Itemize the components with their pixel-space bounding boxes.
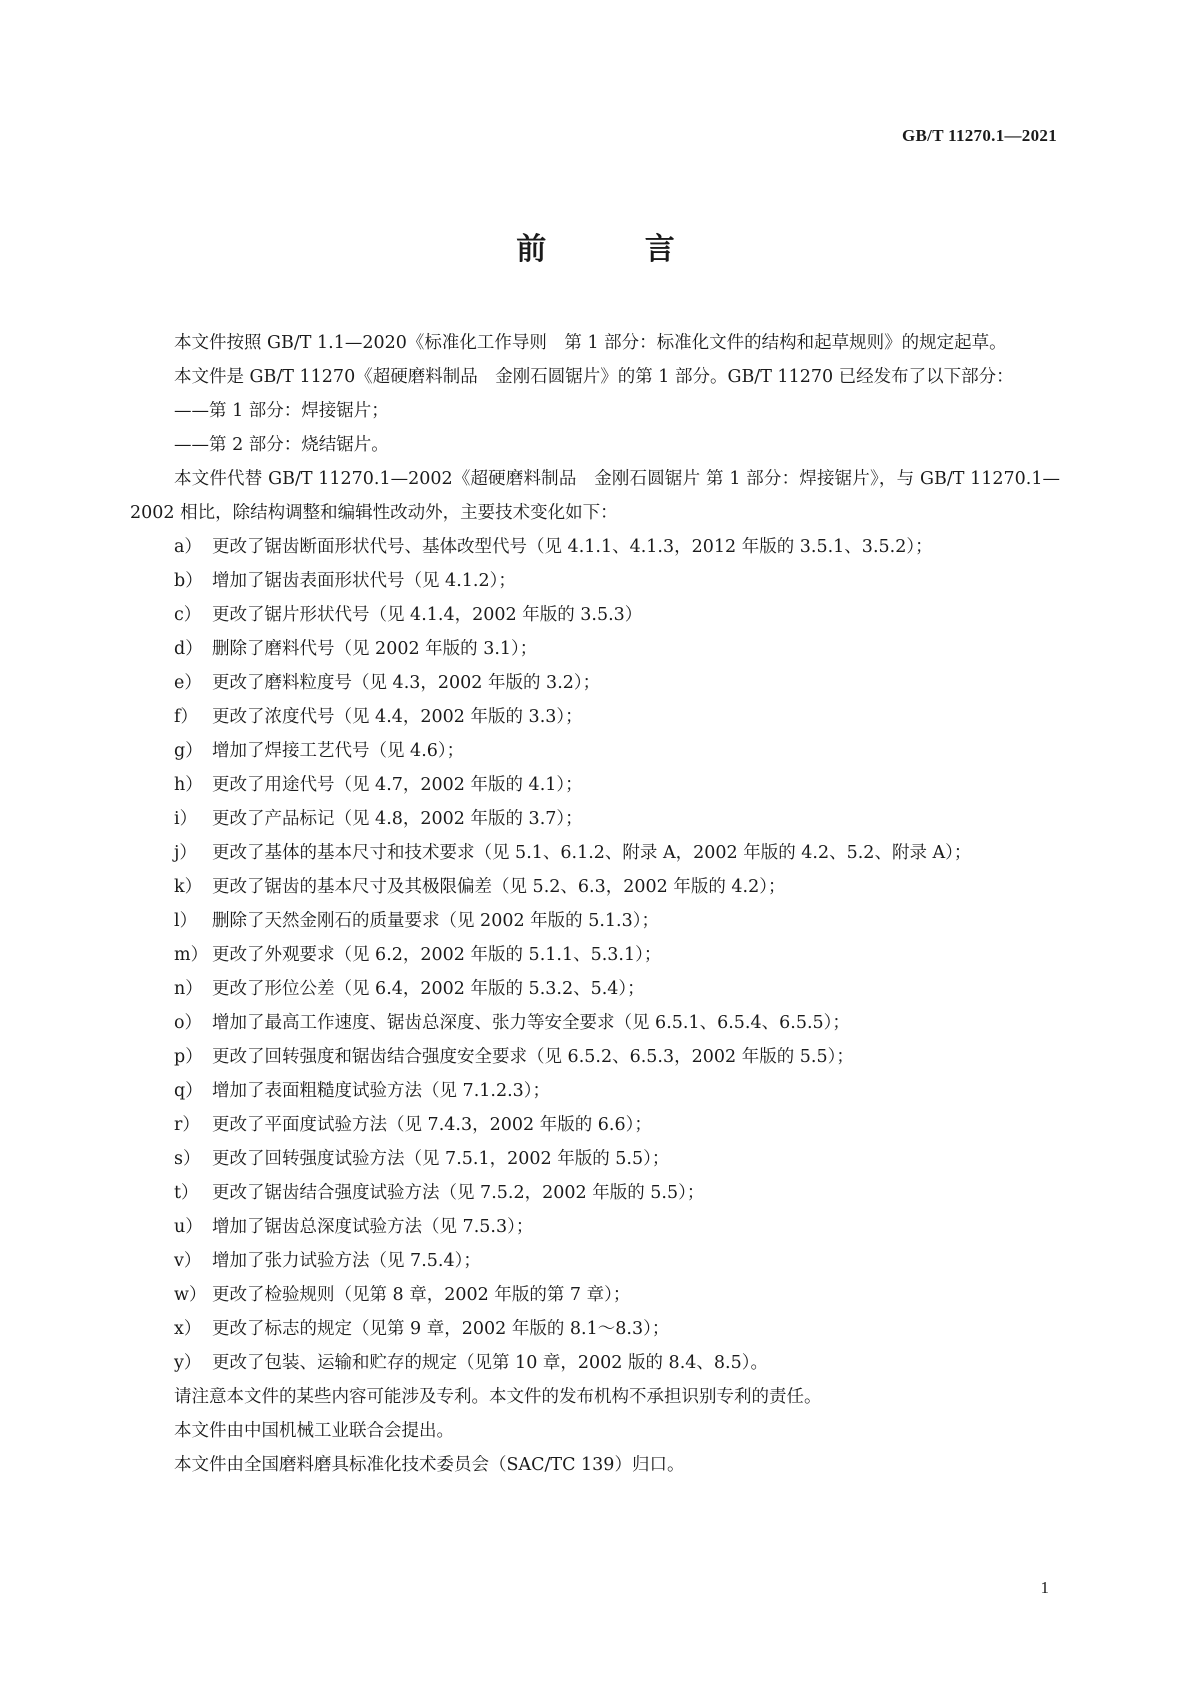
change-item-marker: p）	[174, 1047, 203, 1067]
change-item-text: 增加了最高工作速度、锯齿总深度、张力等安全要求（见 6.5.1、6.5.4、6.5.5）；	[212, 1013, 850, 1033]
change-item-marker: g）	[174, 741, 203, 761]
change-item-marker: f）	[174, 707, 198, 727]
change-item-marker: n）	[174, 979, 203, 999]
change-item	[130, 564, 1060, 598]
change-item	[130, 700, 1060, 734]
change-item	[130, 870, 1060, 904]
change-item-text: 更改了外观要求（见 6.2，2002 年版的 5.1.1、5.3.1）；	[212, 945, 662, 965]
change-item-marker: h）	[174, 775, 203, 795]
change-item-text: 更改了包装、运输和贮存的规定（见第 10 章，2002 版的 8.4、8.5）。	[212, 1353, 768, 1373]
change-item	[130, 1312, 1060, 1346]
change-item	[130, 768, 1060, 802]
part-item: ——第 2 部分：烧结锯片。	[174, 435, 389, 455]
change-item-text: 增加了锯齿表面形状代号（见 4.1.2）；	[212, 571, 516, 591]
change-item-marker: t）	[174, 1183, 199, 1203]
change-item	[130, 598, 1060, 632]
change-item-text: 更改了回转强度和锯齿结合强度安全要求（见 6.5.2、6.5.3，2002 年版的 5.5）；	[212, 1047, 854, 1067]
change-item-marker: o）	[174, 1013, 203, 1033]
change-item	[130, 734, 1060, 768]
change-item-text: 更改了锯齿的基本尺寸及其极限偏差（见 5.2、6.3，2002 年版的 4.2）；	[212, 877, 786, 897]
change-item-marker: y）	[174, 1353, 202, 1373]
change-item-text: 更改了基体的基本尺寸和技术要求（见 5.1、6.1.2、附录 A，2002 年版的 4.2、5.2、附录 A）；	[212, 843, 972, 863]
change-item-text: 更改了用途代号（见 4.7，2002 年版的 4.1）；	[212, 775, 583, 795]
paragraph-proposer: 本文件由中国机械工业联合会提出。	[174, 1421, 454, 1441]
change-item-marker: r）	[174, 1115, 200, 1135]
change-item-text: 更改了磨料粒度号（见 4.3，2002 年版的 3.2）；	[212, 673, 601, 693]
paragraph-drafting-rules: 本文件按照 GB/T 1.1—2020《标准化工作导则 第 1 部分：标准化文件的结构和起草规则》的规定起草。	[174, 333, 1007, 353]
change-item-marker: v）	[174, 1251, 202, 1271]
change-item	[130, 972, 1060, 1006]
change-item	[130, 904, 1060, 938]
change-item-text: 更改了检验规则（见第 8 章，2002 年版的第 7 章）；	[212, 1285, 631, 1305]
change-item	[130, 802, 1060, 836]
change-item-marker: l）	[174, 911, 198, 931]
change-item-marker: m）	[174, 945, 209, 965]
change-item-text: 删除了磨料代号（见 2002 年版的 3.1）；	[212, 639, 538, 659]
change-item	[130, 530, 1060, 564]
change-item-marker: c）	[174, 605, 202, 625]
page-number: 1	[1040, 1578, 1049, 1597]
change-item	[130, 1142, 1060, 1176]
change-item-text: 更改了产品标记（见 4.8，2002 年版的 3.7）；	[212, 809, 583, 829]
preface-content	[130, 326, 1060, 1482]
change-item-marker: j）	[174, 843, 197, 863]
change-item-marker: b）	[174, 571, 203, 591]
change-item-marker: u）	[174, 1217, 203, 1237]
change-item-text: 增加了锯齿总深度试验方法（见 7.5.3）；	[212, 1217, 534, 1237]
change-item-marker: d）	[174, 639, 203, 659]
change-item-text: 更改了锯片形状代号（见 4.1.4，2002 年版的 3.5.3）	[212, 605, 643, 625]
change-item-text: 更改了锯齿结合强度试验方法（见 7.5.2，2002 年版的 5.5）；	[212, 1183, 705, 1203]
document-code: GB/T 11270.1—2021	[902, 126, 1057, 145]
change-item-text: 增加了张力试验方法（见 7.5.4）；	[212, 1251, 481, 1271]
change-item	[130, 1346, 1060, 1380]
paragraph-series-parts: 本文件是 GB/T 11270《超硬磨料制品 金刚石圆锯片》的第 1 部分。GB/T 11270 已经发布了以下部分：	[174, 367, 1014, 387]
change-item-marker: a）	[174, 537, 202, 557]
change-item	[130, 1176, 1060, 1210]
change-item-marker: q）	[174, 1081, 203, 1101]
change-item-marker: k）	[174, 877, 203, 897]
change-item-text: 更改了平面度试验方法（见 7.4.3，2002 年版的 6.6）；	[212, 1115, 652, 1135]
part-item: ——第 1 部分：焊接锯片；	[174, 401, 389, 421]
change-item	[130, 1278, 1060, 1312]
page-title: 前 言	[516, 232, 719, 267]
paragraph-replacement: 本文件代替 GB/T 11270.1—2002《超硬磨料制品 金刚石圆锯片 第 1 部分：焊接锯片》，与 GB/T 11270.1—2002 相比，除结构调整和编辑性改动外，主要技术变化如下：	[130, 469, 1060, 523]
change-item	[130, 836, 1060, 870]
change-item-text: 更改了回转强度试验方法（见 7.5.1，2002 年版的 5.5）；	[212, 1149, 670, 1169]
change-item-text: 更改了标志的规定（见第 9 章，2002 年版的 8.1～8.3）；	[212, 1319, 670, 1339]
changes-list	[130, 530, 1060, 1380]
paragraph-responsible-committee: 本文件由全国磨料磨具标准化技术委员会（SAC/TC 139）归口。	[174, 1455, 685, 1475]
change-item-text: 增加了焊接工艺代号（见 4.6）；	[212, 741, 465, 761]
change-item-marker: w）	[174, 1285, 207, 1305]
change-item	[130, 1074, 1060, 1108]
change-item-text: 更改了浓度代号（见 4.4，2002 年版的 3.3）；	[212, 707, 583, 727]
change-item	[130, 666, 1060, 700]
change-item	[130, 632, 1060, 666]
change-item-text: 更改了形位公差（见 6.4，2002 年版的 5.3.2、5.4）；	[212, 979, 645, 999]
change-item-marker: e）	[174, 673, 202, 693]
change-item	[130, 1108, 1060, 1142]
change-item	[130, 1210, 1060, 1244]
change-item-marker: i）	[174, 809, 198, 829]
change-item-text: 增加了表面粗糙度试验方法（见 7.1.2.3）；	[212, 1081, 551, 1101]
change-item-marker: s）	[174, 1149, 201, 1169]
change-item-text: 删除了天然金刚石的质量要求（见 2002 年版的 5.1.3）；	[212, 911, 660, 931]
paragraph-patent-notice: 请注意本文件的某些内容可能涉及专利。本文件的发布机构不承担识别专利的责任。	[174, 1387, 822, 1407]
change-item	[130, 1244, 1060, 1278]
change-item-marker: x）	[174, 1319, 202, 1339]
change-item	[130, 938, 1060, 972]
change-item	[130, 1006, 1060, 1040]
change-item-text: 更改了锯齿断面形状代号、基体改型代号（见 4.1.1、4.1.3，2012 年版的 3.5.1、3.5.2）；	[212, 537, 933, 557]
change-item	[130, 1040, 1060, 1074]
